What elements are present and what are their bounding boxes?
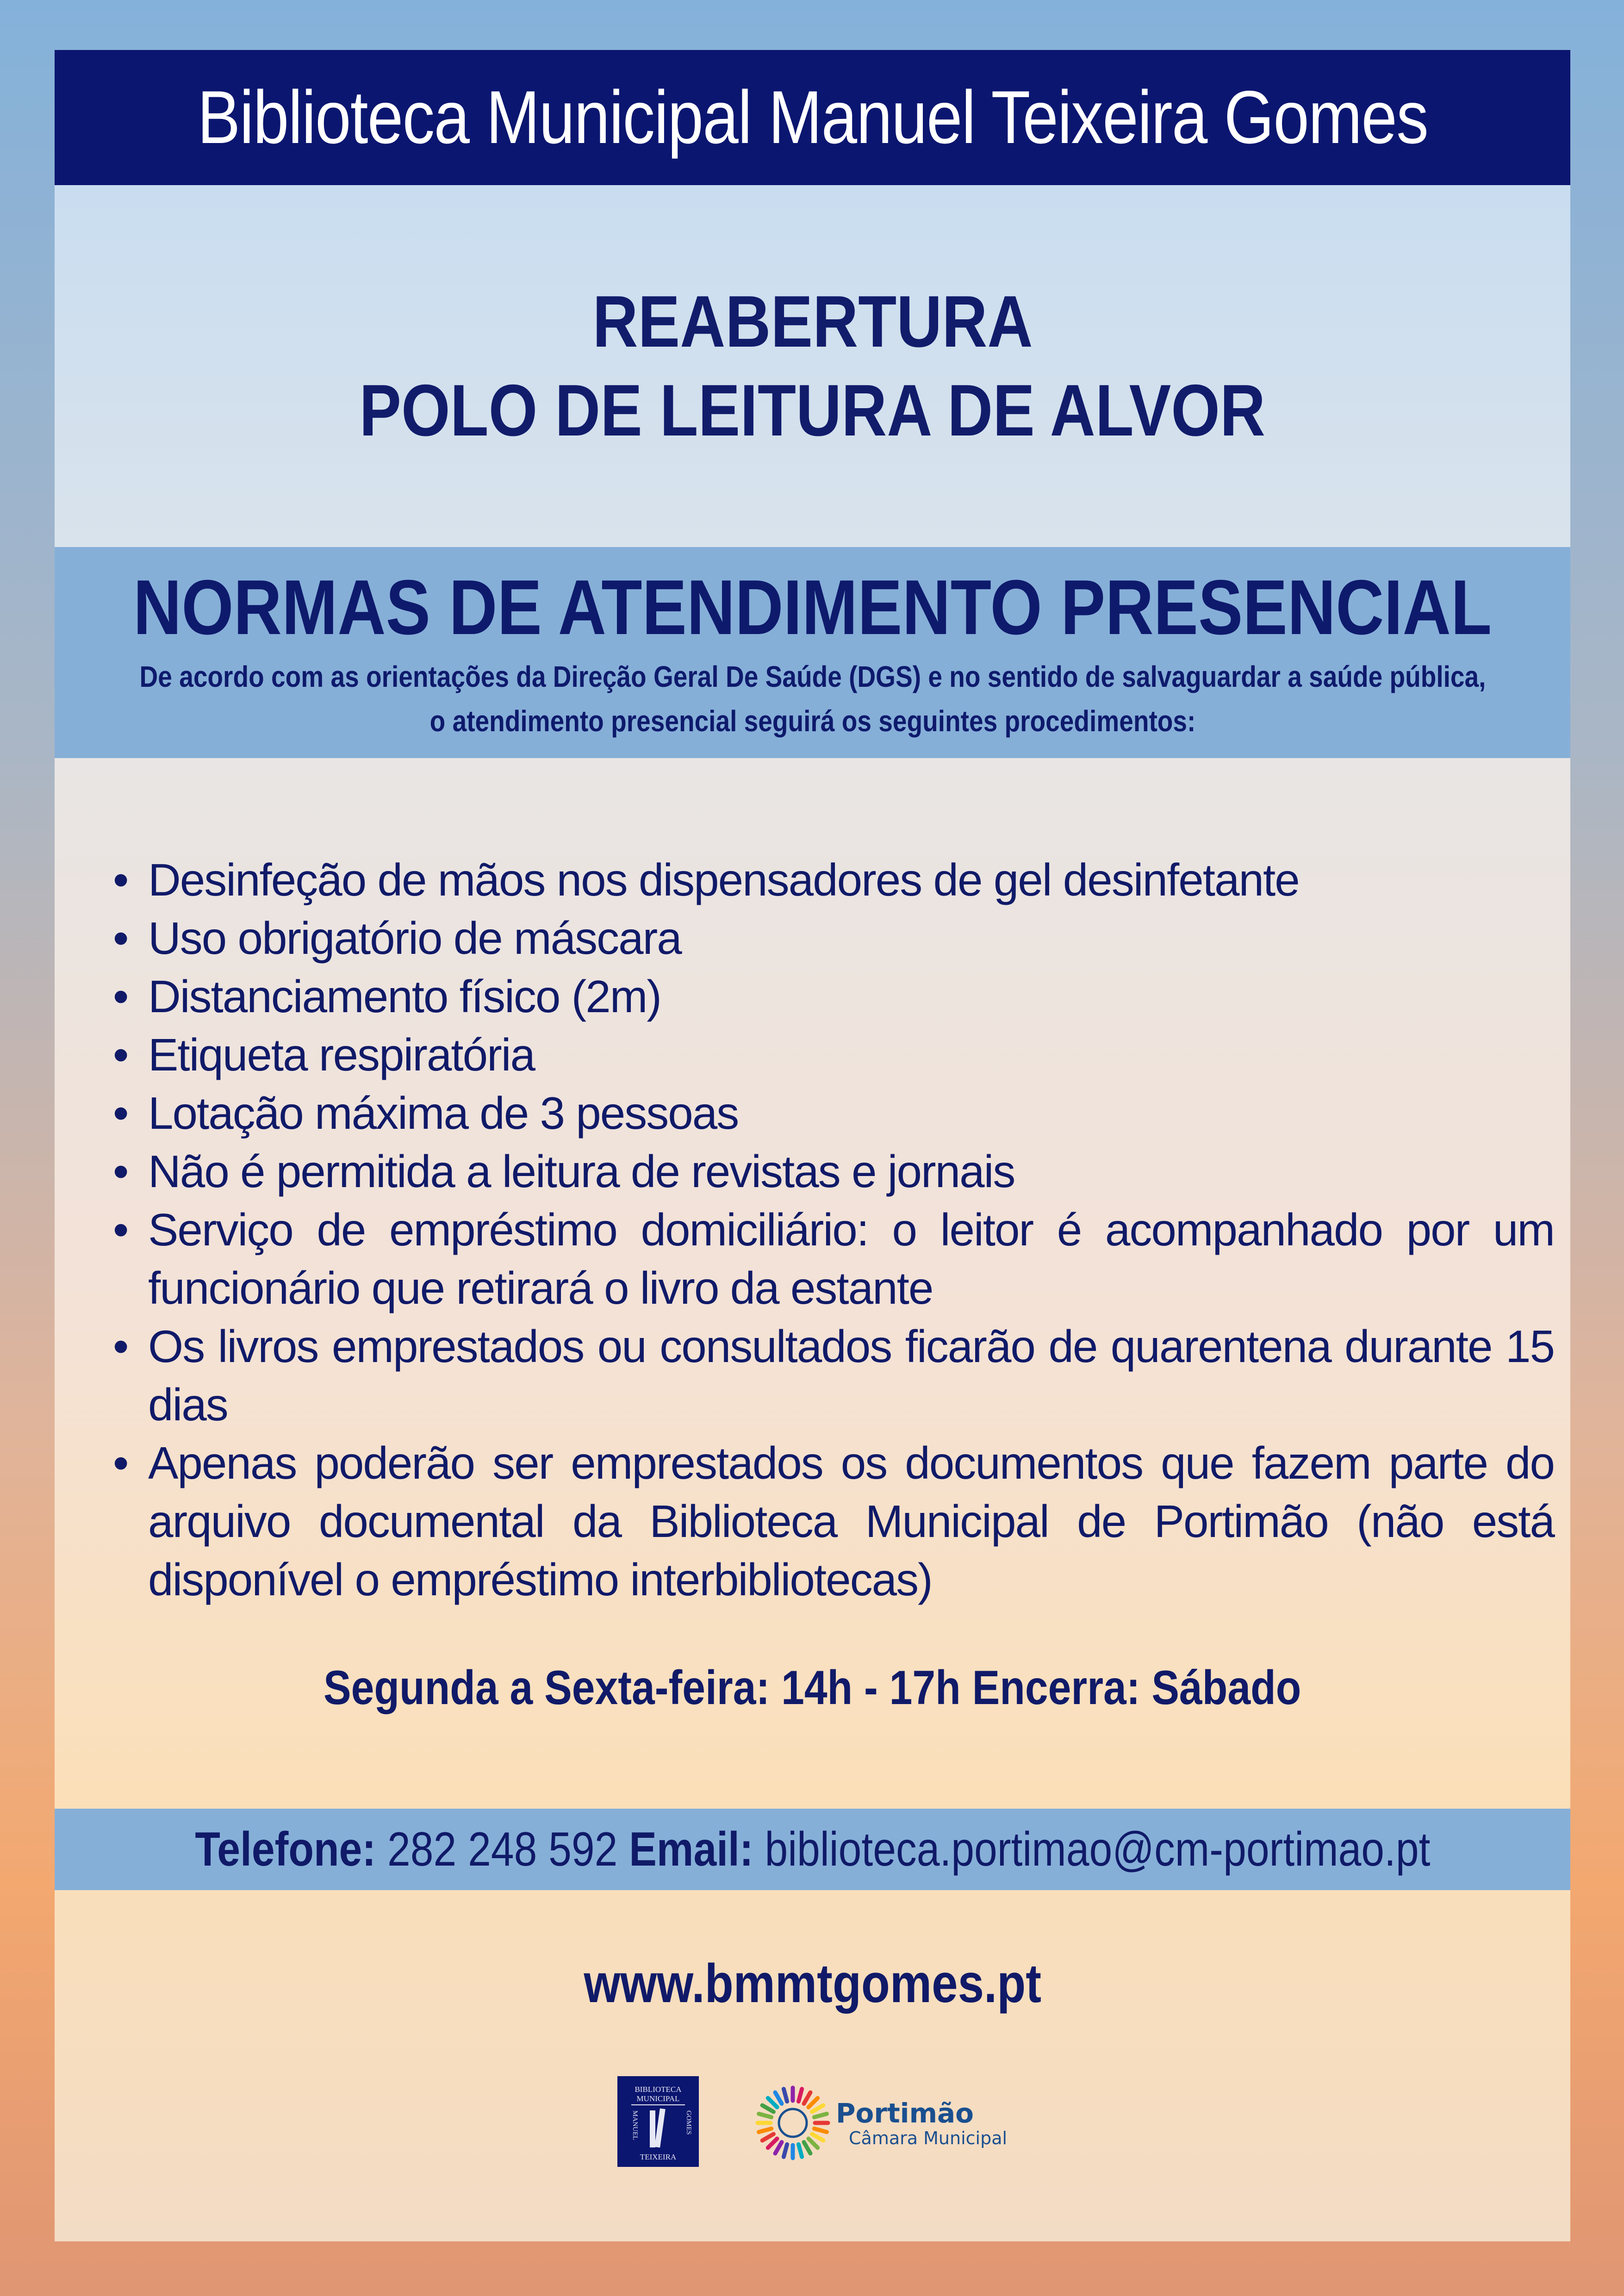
emblem-segment — [809, 2139, 818, 2148]
header-band — [55, 50, 1570, 185]
norms-band — [55, 547, 1570, 758]
rule-item: • Etiqueta respiratória — [110, 1026, 1554, 1084]
emblem-segment — [784, 2089, 787, 2102]
rule-item: • Serviço de empréstimo domiciliário: o leitor é acompanhado por um funcionário que retirará o livro da estante — [110, 1201, 1554, 1317]
opening-hours: Segunda a Sexta-feira: 14h - 17h Encerra: Sábado — [324, 1661, 1301, 1715]
emblem-segment — [804, 2092, 810, 2103]
logos-row — [55, 2076, 1570, 2178]
emblem-segment — [814, 2114, 827, 2117]
library-logo-icon — [617, 2076, 699, 2167]
rule-item: • Os livros emprestados ou consultados ficarão de quarentena durante 15 dias — [110, 1317, 1554, 1434]
emblem-segment — [768, 2139, 777, 2148]
emblem-segment — [762, 2105, 773, 2112]
phone-label: Telefone: — [194, 1822, 376, 1876]
norms-intro: De acordo com as orientações da Direção Geral De Saúde (DGS) e no sentido de salvaguardar a saúde pública, o atendimento presencial seguirá os seguintes procedimentos: — [139, 660, 1486, 738]
library-logo-line5: GOMES — [685, 2110, 692, 2135]
rule-item: • Uso obrigatório de máscara — [110, 909, 1554, 967]
rule-item: • Distanciamento físico (2m) — [110, 967, 1554, 1026]
portimao-emblem-icon — [753, 2084, 832, 2162]
emblem-segment — [768, 2098, 777, 2107]
library-logo-line4: TEIXEIRA — [640, 2153, 677, 2161]
rule-item: • Não é permitida a leitura de revistas e jornais — [110, 1142, 1554, 1201]
email-address: biblioteca.portimao@cm-portimao.pt — [765, 1822, 1431, 1876]
library-logo-line1: BIBLIOTECA — [635, 2085, 682, 2094]
emblem-segment — [812, 2105, 823, 2112]
emblem-segment — [784, 2144, 787, 2157]
library-logo — [617, 2076, 699, 2167]
emblem-segment — [804, 2142, 810, 2153]
email-label: Email: — [628, 1822, 753, 1876]
emblem-segment — [762, 2134, 773, 2140]
rule-item: • Apenas poderão ser emprestados os documentos que fazem parte do arquivo documental da Biblioteca Municipal de Portimão (não está disponível o empréstimo interbibliotecas) — [110, 1434, 1554, 1609]
emblem-segment — [812, 2134, 823, 2140]
emblem-segment — [775, 2142, 782, 2153]
rules-list — [110, 851, 1554, 1609]
library-title: Biblioteca Municipal Manuel Teixeira Gomes — [197, 75, 1428, 159]
contact-band — [55, 1809, 1570, 1890]
rule-item: • Lotação máxima de 3 pessoas — [110, 1084, 1554, 1142]
emblem-segment — [798, 2144, 802, 2157]
reopening-band — [55, 185, 1570, 547]
emblem-segment — [798, 2089, 802, 2102]
emblem-segment — [759, 2128, 772, 2132]
portimao-logo — [753, 2084, 1013, 2162]
emblem-segment — [775, 2092, 782, 2103]
council-subtitle: Câmara Municipal — [849, 2128, 1008, 2148]
norms-title: NORMAS DE ATENDIMENTO PRESENCIAL — [133, 564, 1492, 651]
website-link: www.bmmtgomes.pt — [584, 1953, 1041, 2014]
emblem-segment — [814, 2128, 827, 2132]
emblem-segment — [759, 2114, 772, 2117]
library-logo-line3: MANUEL — [631, 2110, 639, 2140]
rule-item: • Desinfeção de mãos nos dispensadores de gel desinfetante — [110, 851, 1554, 909]
reopening-subtitle: POLO DE LEITURA DE ALVOR — [359, 370, 1266, 451]
poster — [55, 50, 1570, 2241]
emblem-center — [779, 2109, 807, 2137]
library-logo-line2: MUNICIPAL — [636, 2094, 680, 2103]
council-name: Portimão — [836, 2097, 974, 2129]
emblem-segment — [809, 2098, 818, 2107]
phone-number: 282 248 592 — [387, 1822, 618, 1876]
reopening-title: REABERTURA — [592, 281, 1033, 362]
